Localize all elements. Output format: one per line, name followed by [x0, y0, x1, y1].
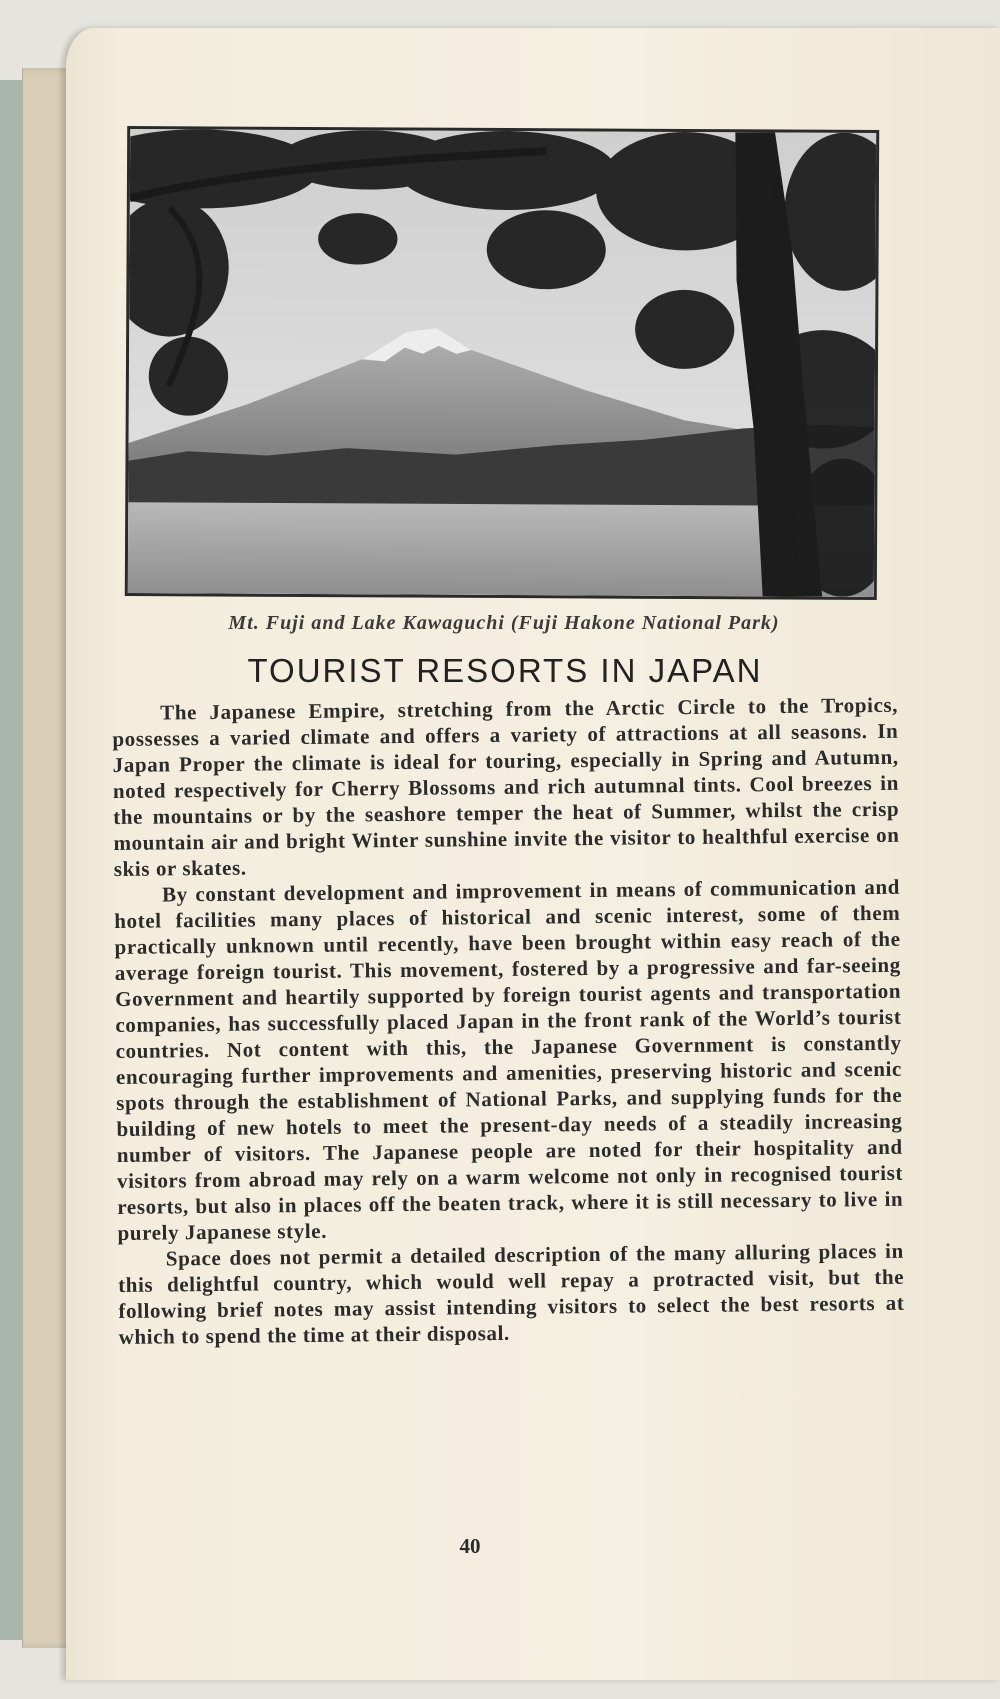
page-number: 40	[459, 1534, 481, 1558]
paragraph: By constant development and improvement in means of communication and hotel facilities many places of historical and scenic interest, some of them practically unknown until recently, have been brought within easy reach of the average foreign tourist. This movement, fostered by a progressive and far-seeing Government and heartily supported by foreign tourist agents and transportation companies, has successfully placed Japan in the front rank of the World’s tourist countries. Not content with this, the Japanese Government is constantly encouraging further improvements and amenities, preserving historic and scenic spots through the establishment of National Parks, and supplying funds for the building of new hotels to meet the present-day needs of a steadily increasing number of visitors. The Japanese people are noted for their hospitality and visitors from abroad may rely on a warm welcome not only in recognised tourist resorts, but also in places off the beaten track, where it is still necessary to live in purely Japanese style.	[114, 874, 904, 1245]
article-body	[112, 692, 905, 1350]
photo-illustration	[128, 129, 876, 597]
paragraph: The Japanese Empire, stretching from the Arctic Circle to the Tropics, possesses a varied climate and offers a variety of attractions at all seasons. In Japan Proper the climate is ideal for touring, especially in Spring and Autumn, noted respectively for Cherry Blossoms and rich autumnal tints. Cool breezes in the mountains or by the seashore temper the heat of Summer, whilst the crisp mountain air and bright Winter sunshine invite the visitor to healthful exercise on skis or skates.	[112, 692, 900, 881]
photo-caption: Mt. Fuji and Lake Kawaguchi (Fuji Hakone National Park)	[228, 612, 780, 634]
photo-mt-fuji	[125, 126, 879, 600]
paragraph: Space does not permit a detailed description of the many alluring places in this delightful country, which would well repay a protracted visit, but the following brief notes may assist intending visitors to select the best resorts at which to spend the time at their disposal.	[118, 1238, 905, 1349]
page-title: TOURIST RESORTS IN JAPAN	[247, 652, 763, 689]
